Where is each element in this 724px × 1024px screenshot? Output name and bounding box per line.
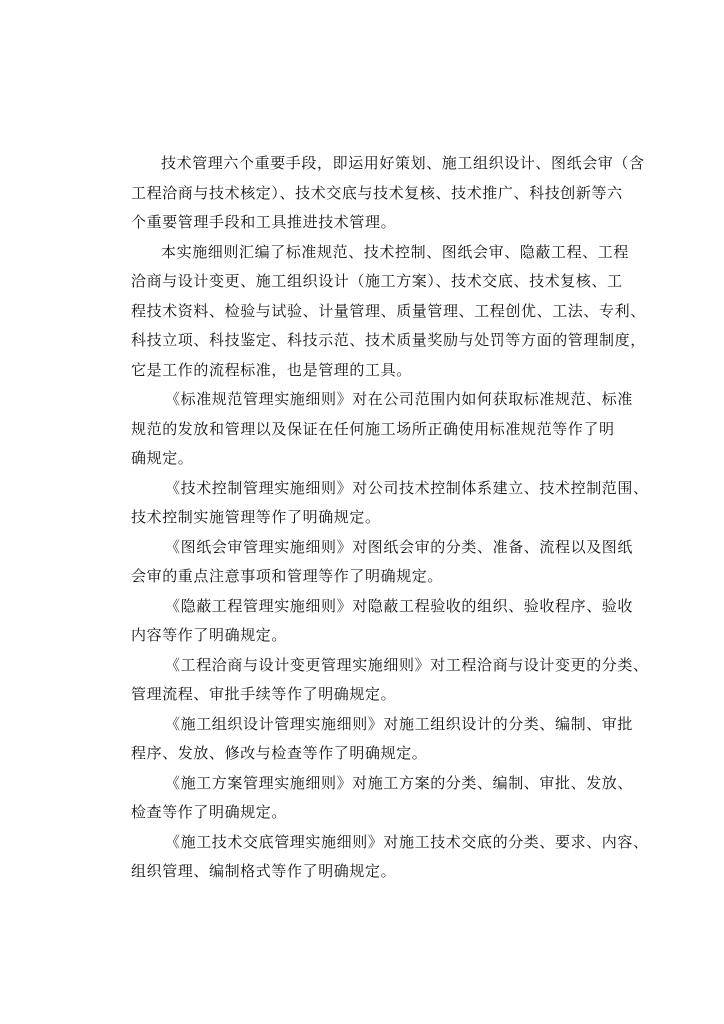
paragraph-technical-disclosure-rules [131, 828, 649, 887]
paragraph-design-change-rules [131, 651, 649, 710]
paragraph-rules-compilation [131, 238, 646, 386]
text-line: 程序、发放、修改与检查等作了明确规定。 [131, 744, 428, 762]
paragraph-construction-plan-rules [131, 769, 634, 828]
text-line: 《标准规范管理实施细则》对在公司范围内如何获取标准规范、标准 [165, 390, 634, 408]
paragraph-concealed-works-rules [131, 592, 634, 651]
text-line: 它是工作的流程标准，也是管理的工具。 [131, 360, 412, 379]
text-line: 《施工方案管理实施细则》对施工方案的分类、编制、审批、发放、 [165, 773, 634, 792]
text-line: 检查等作了明确规定。 [131, 803, 288, 821]
text-line: 管理流程、审批手续等作了明确规定。 [131, 685, 397, 703]
text-line: 《施工组织设计管理实施细则》对施工组织设计的分类、编制、审批 [165, 714, 634, 733]
text-line: 会审的重点注意事项和管理等作了明确规定。 [131, 567, 444, 585]
text-line: 《工程洽商与设计变更管理实施细则》对工程洽商与设计变更的分类、 [165, 655, 649, 674]
text-line: 科技立项、科技鉴定、科技示范、技术质量奖励与处罚等方面的管理制度， [131, 331, 646, 349]
text-line: 程技术资料、检验与试验、计量管理、质量管理、工程创优、工法、专利、 [131, 301, 646, 320]
text-line: 个重要管理手段和工具推进技术管理。 [131, 213, 397, 231]
text-line: 内容等作了明确规定。 [131, 626, 288, 644]
text-line: 技术管理六个重要手段，即运用好策划、施工组织设计、图纸会审（含 [161, 154, 645, 172]
text-line: 技术控制实施管理等作了明确规定。 [131, 508, 381, 526]
text-line: 本实施细则汇编了标准规范、技术控制、图纸会审、隐蔽工程、工程 [161, 242, 630, 261]
document-body [131, 149, 649, 887]
text-line: 《隐蔽工程管理实施细则》对隐蔽工程验收的组织、验收程序、验收 [165, 596, 634, 615]
text-line: 《图纸会审管理实施细则》对图纸会审的分类、准备、流程以及图纸 [165, 537, 634, 556]
text-line: 洽商与设计变更、施工组织设计（施工方案）、技术交底、技术复核、工 [131, 272, 623, 290]
text-line: 确规定。 [131, 449, 194, 467]
text-line: 规范的发放和管理以及保证在任何施工场所正确使用标准规范等作了明 [131, 419, 615, 438]
paragraph-standards-rules [131, 385, 634, 474]
text-line: 《技术控制管理实施细则》对公司技术控制体系建立、技术控制范围、 [165, 478, 649, 497]
text-line: 组织管理、编制格式等作了明确规定。 [131, 862, 397, 880]
text-line: 《施工技术交底管理实施细则》对施工技术交底的分类、要求、内容、 [165, 832, 649, 851]
paragraph-construction-design-rules [131, 710, 634, 769]
paragraph-technical-control-rules [131, 474, 649, 533]
text-line: 工程洽商与技术核定）、技术交底与技术复核、技术推广、科技创新等六 [131, 183, 623, 202]
paragraph-drawing-review-rules [131, 533, 634, 592]
paragraph-technical-management-means [131, 149, 645, 238]
